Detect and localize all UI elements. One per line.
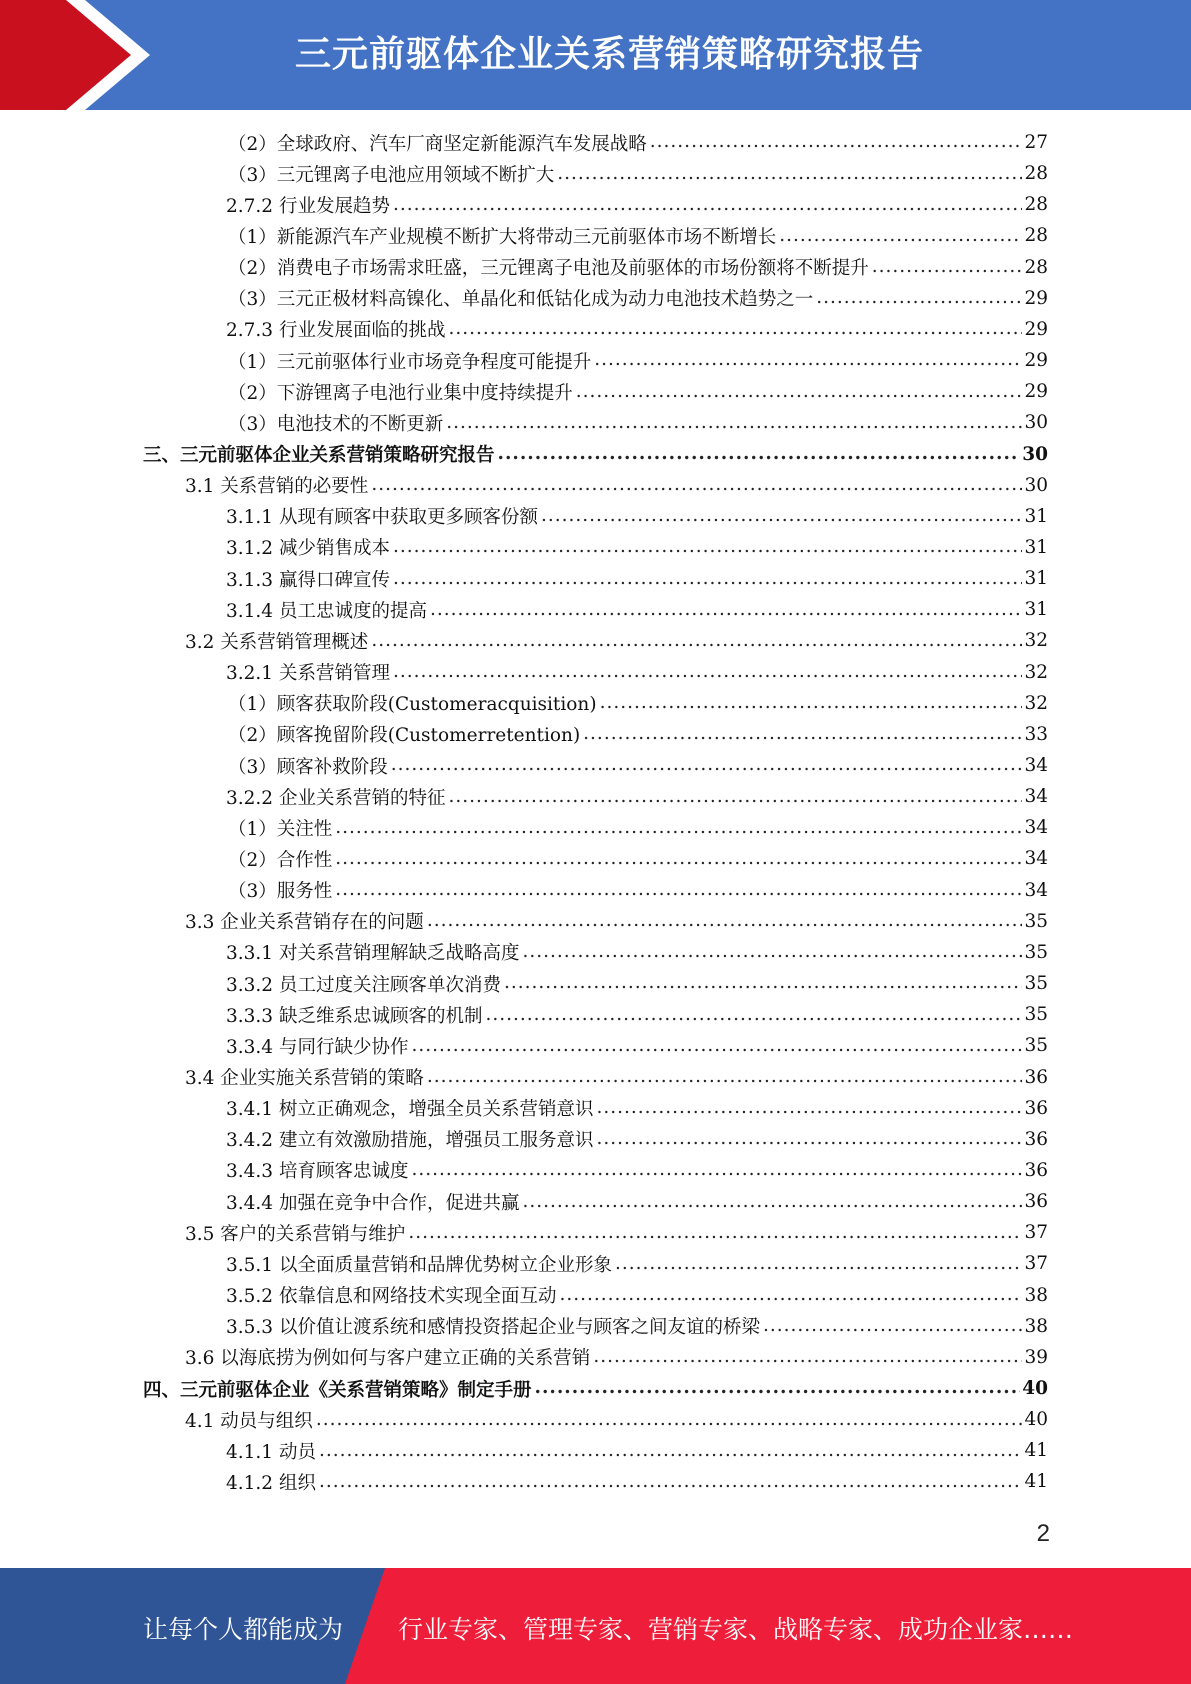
toc-leader-dots xyxy=(872,256,1023,278)
toc-entry[interactable] xyxy=(185,906,1048,937)
toc-entry[interactable] xyxy=(226,1155,1048,1186)
toc-entry[interactable] xyxy=(228,345,1048,376)
toc-entry[interactable] xyxy=(226,532,1048,563)
toc-entry-page: 34 xyxy=(1024,786,1048,808)
toc-entry[interactable] xyxy=(228,812,1048,843)
toc-entry-label: （3）服务性 xyxy=(228,881,333,903)
toc-entry-label: （3）三元锂离子电池应用领域不断扩大 xyxy=(228,164,555,186)
toc-entry[interactable] xyxy=(226,1248,1048,1279)
toc-entry[interactable] xyxy=(185,1342,1048,1373)
toc-leader-dots xyxy=(535,1377,1021,1399)
toc-entry-page: 41 xyxy=(1024,1440,1048,1462)
toc-leader-dots xyxy=(391,754,1023,776)
toc-entry-page: 28 xyxy=(1024,194,1048,216)
toc-entry-label: 3.5.1 以全面质量营销和品牌优势树立企业形象 xyxy=(226,1254,612,1276)
toc-leader-dots xyxy=(596,1128,1022,1150)
toc-entry-page: 31 xyxy=(1024,505,1048,527)
toc-entry-label: 3.6 以海底捞为例如何与客户建立正确的关系营销 xyxy=(185,1348,591,1370)
toc-entry-page: 29 xyxy=(1024,287,1048,309)
toc-leader-dots xyxy=(576,381,1023,403)
toc-entry-page: 35 xyxy=(1024,910,1048,932)
toc-entry-label: 3.4.3 培育顾客忠诚度 xyxy=(226,1161,409,1183)
toc-leader-dots xyxy=(371,474,1022,496)
toc-entry-label: 3.5.3 以价值让渡系统和感情投资搭起企业与顾客之间友谊的桥梁 xyxy=(226,1317,760,1339)
toc-entry-page: 29 xyxy=(1024,318,1048,340)
toc-entry-page: 39 xyxy=(1024,1346,1048,1368)
toc-entry-page: 35 xyxy=(1024,1004,1048,1026)
toc-entry-label: 3.5.2 依靠信息和网络技术实现全面互动 xyxy=(226,1286,557,1308)
toc-entry[interactable] xyxy=(228,252,1048,283)
toc-leader-dots xyxy=(319,1440,1023,1462)
toc-entry-page: 37 xyxy=(1024,1253,1048,1275)
toc-entry-label: 3.1.3 赢得口碑宣传 xyxy=(226,569,390,591)
toc-entry-label: 3.1.2 减少销售成本 xyxy=(226,538,390,560)
footer-banner xyxy=(0,1568,1191,1684)
toc-entry-page: 30 xyxy=(1024,474,1048,496)
toc-entry-page: 30 xyxy=(1024,412,1048,434)
footer-slogan-right: 行业专家、管理专家、营销专家、战略专家、成功企业家…… xyxy=(398,1615,1074,1644)
toc-leader-dots xyxy=(541,505,1022,527)
toc-entry-label: 3.4.1 树立正确观念，增强全员关系营销意识 xyxy=(226,1099,594,1121)
toc-entry-label: 3.4.4 加强在竞争中合作，促进共赢 xyxy=(226,1192,520,1214)
toc-entry[interactable] xyxy=(226,937,1048,968)
toc-entry[interactable] xyxy=(228,843,1048,874)
toc-entry[interactable] xyxy=(228,719,1048,750)
toc-entry-label: （2）下游锂离子电池行业集中度持续提升 xyxy=(228,382,573,404)
toc-entry[interactable] xyxy=(226,1093,1048,1124)
toc-leader-dots xyxy=(446,412,1022,434)
toc-entry-label: （3）顾客补救阶段 xyxy=(228,756,388,778)
toc-leader-dots xyxy=(430,599,1022,621)
toc-leader-dots xyxy=(583,723,1022,745)
footer-slogan-left: 让每个人都能成为 xyxy=(143,1615,344,1644)
toc-entry[interactable] xyxy=(226,1280,1048,1311)
toc-entry[interactable] xyxy=(226,1466,1048,1497)
toc-leader-dots xyxy=(559,1284,1022,1306)
toc-entry-label: （3）电池技术的不断更新 xyxy=(228,413,444,435)
toc-entry[interactable] xyxy=(185,625,1048,656)
toc-leader-dots xyxy=(393,568,1022,590)
toc-entry-label: 4.1.2 组织 xyxy=(226,1472,316,1494)
toc-entry[interactable] xyxy=(226,1186,1048,1217)
toc-leader-dots xyxy=(522,1191,1022,1213)
toc-entry-page: 31 xyxy=(1024,536,1048,558)
toc-entry-page: 28 xyxy=(1024,256,1048,278)
toc-entry-page: 32 xyxy=(1024,661,1048,683)
toc-entry-label: 3.4.2 建立有效激励措施，增强员工服务意识 xyxy=(226,1130,594,1152)
toc-entry-label: 3.3.1 对关系营销理解缺乏战略高度 xyxy=(226,943,520,965)
toc-entry-page: 36 xyxy=(1024,1128,1048,1150)
toc-leader-dots xyxy=(335,848,1022,870)
toc-entry-page: 32 xyxy=(1024,692,1048,714)
toc-leader-dots xyxy=(498,443,1021,465)
toc-leader-dots xyxy=(371,630,1022,652)
toc-entry-page: 35 xyxy=(1024,1035,1048,1057)
toc-entry-label: （2）合作性 xyxy=(228,849,333,871)
toc-entry-label: 3.4 企业实施关系营销的策略 xyxy=(185,1068,424,1089)
toc-entry-page: 33 xyxy=(1024,723,1048,745)
toc-entry-label: 3.5 客户的关系营销与维护 xyxy=(185,1223,406,1245)
toc-entry-page: 34 xyxy=(1024,755,1048,776)
toc-entry[interactable] xyxy=(226,657,1048,688)
toc-entry[interactable] xyxy=(228,750,1048,781)
toc-entry-page: 30 xyxy=(1022,443,1048,465)
toc-entry-page: 28 xyxy=(1024,225,1048,247)
toc-entry-page: 28 xyxy=(1024,163,1048,185)
toc-leader-dots xyxy=(615,1253,1022,1275)
toc-leader-dots xyxy=(816,287,1022,309)
toc-entry[interactable] xyxy=(226,1435,1048,1466)
toc-entry-label: 3.2.1 关系营销管理 xyxy=(226,663,390,685)
toc-entry-label: 3.1.4 员工忠诚度的提高 xyxy=(226,600,427,622)
toc-entry-label: 4.1 动员与组织 xyxy=(185,1410,313,1432)
toc-entry-label: （3）三元正极材料高镍化、单晶化和低钴化成为动力电池技术趋势之一 xyxy=(228,289,814,311)
toc-entry-label: 3.3 企业关系营销存在的问题 xyxy=(185,912,424,934)
toc-entry[interactable] xyxy=(226,501,1048,532)
toc-entry-label: 三、三元前驱体企业关系营销策略研究报告 xyxy=(143,445,495,466)
toc-entry-label: （1）新能源汽车产业规模不断扩大将带动三元前驱体市场不断增长 xyxy=(228,226,777,248)
toc-entry[interactable] xyxy=(226,999,1048,1030)
toc-leader-dots xyxy=(594,349,1022,371)
toc-leader-dots xyxy=(504,972,1022,994)
toc-entry-page: 38 xyxy=(1024,1284,1048,1306)
header-banner xyxy=(0,0,1191,110)
toc-entry-page: 36 xyxy=(1024,1159,1048,1181)
toc-entry-label: 3.3.3 缺乏维系忠诚顾客的机制 xyxy=(226,1005,483,1027)
toc-entry[interactable] xyxy=(228,283,1048,314)
toc-entry-label: （1）关注性 xyxy=(228,818,333,840)
toc-leader-dots xyxy=(596,1097,1022,1119)
toc-leader-dots xyxy=(427,910,1023,932)
toc-entry-label: 3.3.2 员工过度关注顾客单次消费 xyxy=(226,974,501,996)
toc-entry-page: 35 xyxy=(1024,973,1048,995)
toc-leader-dots xyxy=(408,1222,1022,1244)
toc-leader-dots xyxy=(779,225,1022,247)
toc-leader-dots xyxy=(650,131,1023,153)
toc-entry-label: 2.7.3 行业发展面临的挑战 xyxy=(226,320,446,342)
toc-entry[interactable] xyxy=(143,439,1048,470)
toc-entry[interactable] xyxy=(226,189,1048,220)
toc-entry-page: 31 xyxy=(1024,599,1048,621)
toc-entry-page: 32 xyxy=(1024,630,1048,652)
toc-leader-dots xyxy=(393,194,1022,216)
toc-entry[interactable] xyxy=(228,220,1048,251)
page-number: 2 xyxy=(1036,1520,1050,1547)
toc-leader-dots xyxy=(319,1471,1023,1493)
toc-leader-dots xyxy=(557,163,1022,185)
toc-entry-label: 3.1.1 从现有顾客中获取更多顾客份额 xyxy=(226,507,538,529)
toc-leader-dots xyxy=(485,1004,1022,1026)
toc-entry-page: 34 xyxy=(1024,879,1048,901)
toc-entry[interactable] xyxy=(228,875,1048,906)
toc-leader-dots xyxy=(448,318,1022,340)
toc-entry[interactable] xyxy=(226,563,1048,594)
toc-entry[interactable] xyxy=(226,1030,1048,1061)
toc-entry[interactable] xyxy=(226,1124,1048,1155)
toc-entry-page: 38 xyxy=(1024,1315,1048,1337)
toc-entry-label: （2）顾客挽留阶段(Customerretention) xyxy=(228,725,581,747)
toc-leader-dots xyxy=(522,941,1022,963)
toc-entry-page: 40 xyxy=(1022,1378,1048,1399)
toc-entry-label: 四、三元前驱体企业《关系营销策略》制定手册 xyxy=(143,1379,532,1401)
toc-entry-label: 3.2.2 企业关系营销的特征 xyxy=(226,787,446,809)
toc-leader-dots xyxy=(411,1159,1022,1181)
toc-entry-page: 36 xyxy=(1024,1097,1048,1119)
toc-leader-dots xyxy=(448,786,1022,808)
toc-leader-dots xyxy=(335,817,1022,839)
toc-leader-dots xyxy=(393,536,1022,558)
toc-entry[interactable] xyxy=(185,1217,1048,1248)
toc-entry[interactable] xyxy=(226,594,1048,625)
toc-entry-page: 31 xyxy=(1024,568,1048,590)
toc-entry[interactable] xyxy=(226,314,1048,345)
toc-entry[interactable] xyxy=(228,407,1048,438)
toc-leader-dots xyxy=(427,1066,1023,1088)
toc-entry-page: 34 xyxy=(1024,848,1048,870)
toc-entry-page: 36 xyxy=(1024,1066,1048,1088)
toc-entry[interactable] xyxy=(185,1404,1048,1435)
toc-entry-page: 27 xyxy=(1024,132,1048,153)
toc-entry[interactable] xyxy=(226,968,1048,999)
toc-entry[interactable] xyxy=(185,1062,1048,1093)
toc-entry-page: 29 xyxy=(1024,350,1048,372)
toc-entry-page: 35 xyxy=(1024,941,1048,963)
toc-entry-label: 3.2 关系营销管理概述 xyxy=(185,631,369,653)
document-title: 三元前驱体企业关系营销策略研究报告 xyxy=(295,34,925,75)
toc-entry-page: 29 xyxy=(1024,381,1048,403)
toc-entry-label: （2）消费电子市场需求旺盛，三元锂离子电池及前驱体的市场份额将不断提升 xyxy=(228,258,869,280)
toc-leader-dots xyxy=(763,1315,1022,1337)
toc-entry[interactable] xyxy=(228,158,1048,189)
toc-entry-page: 40 xyxy=(1024,1409,1048,1431)
toc-entry-label: （2）全球政府、汽车厂商坚定新能源汽车发展战略 xyxy=(228,133,647,155)
toc-leader-dots xyxy=(411,1035,1022,1057)
toc-entry-label: 4.1.1 动员 xyxy=(226,1441,316,1463)
toc-entry-page: 37 xyxy=(1024,1222,1048,1244)
toc-leader-dots xyxy=(600,692,1023,714)
toc-entry[interactable] xyxy=(228,127,1048,158)
toc-entry-label: （1）顾客获取阶段(Customeracquisition) xyxy=(228,694,597,716)
toc-entry-label: 3.1 关系营销的必要性 xyxy=(185,476,369,498)
toc-entry[interactable] xyxy=(228,376,1048,407)
toc-leader-dots xyxy=(335,879,1022,901)
toc-entry[interactable] xyxy=(226,1311,1048,1342)
toc-entry-page: 36 xyxy=(1024,1191,1048,1213)
toc-entry-label: （1）三元前驱体行业市场竞争程度可能提升 xyxy=(228,351,592,373)
toc-entry-label: 3.3.4 与同行缺少协作 xyxy=(226,1036,409,1058)
toc-leader-dots xyxy=(393,661,1022,683)
toc-entry[interactable] xyxy=(185,470,1048,501)
toc-entry-page: 34 xyxy=(1024,817,1048,839)
toc-entry[interactable] xyxy=(226,781,1048,812)
toc-entry-page: 41 xyxy=(1024,1471,1048,1493)
toc-leader-dots xyxy=(593,1346,1022,1368)
toc-entry-label: 2.7.2 行业发展趋势 xyxy=(226,195,390,217)
toc-entry[interactable] xyxy=(228,688,1048,719)
toc-leader-dots xyxy=(316,1409,1023,1431)
toc-entry[interactable] xyxy=(143,1373,1048,1404)
